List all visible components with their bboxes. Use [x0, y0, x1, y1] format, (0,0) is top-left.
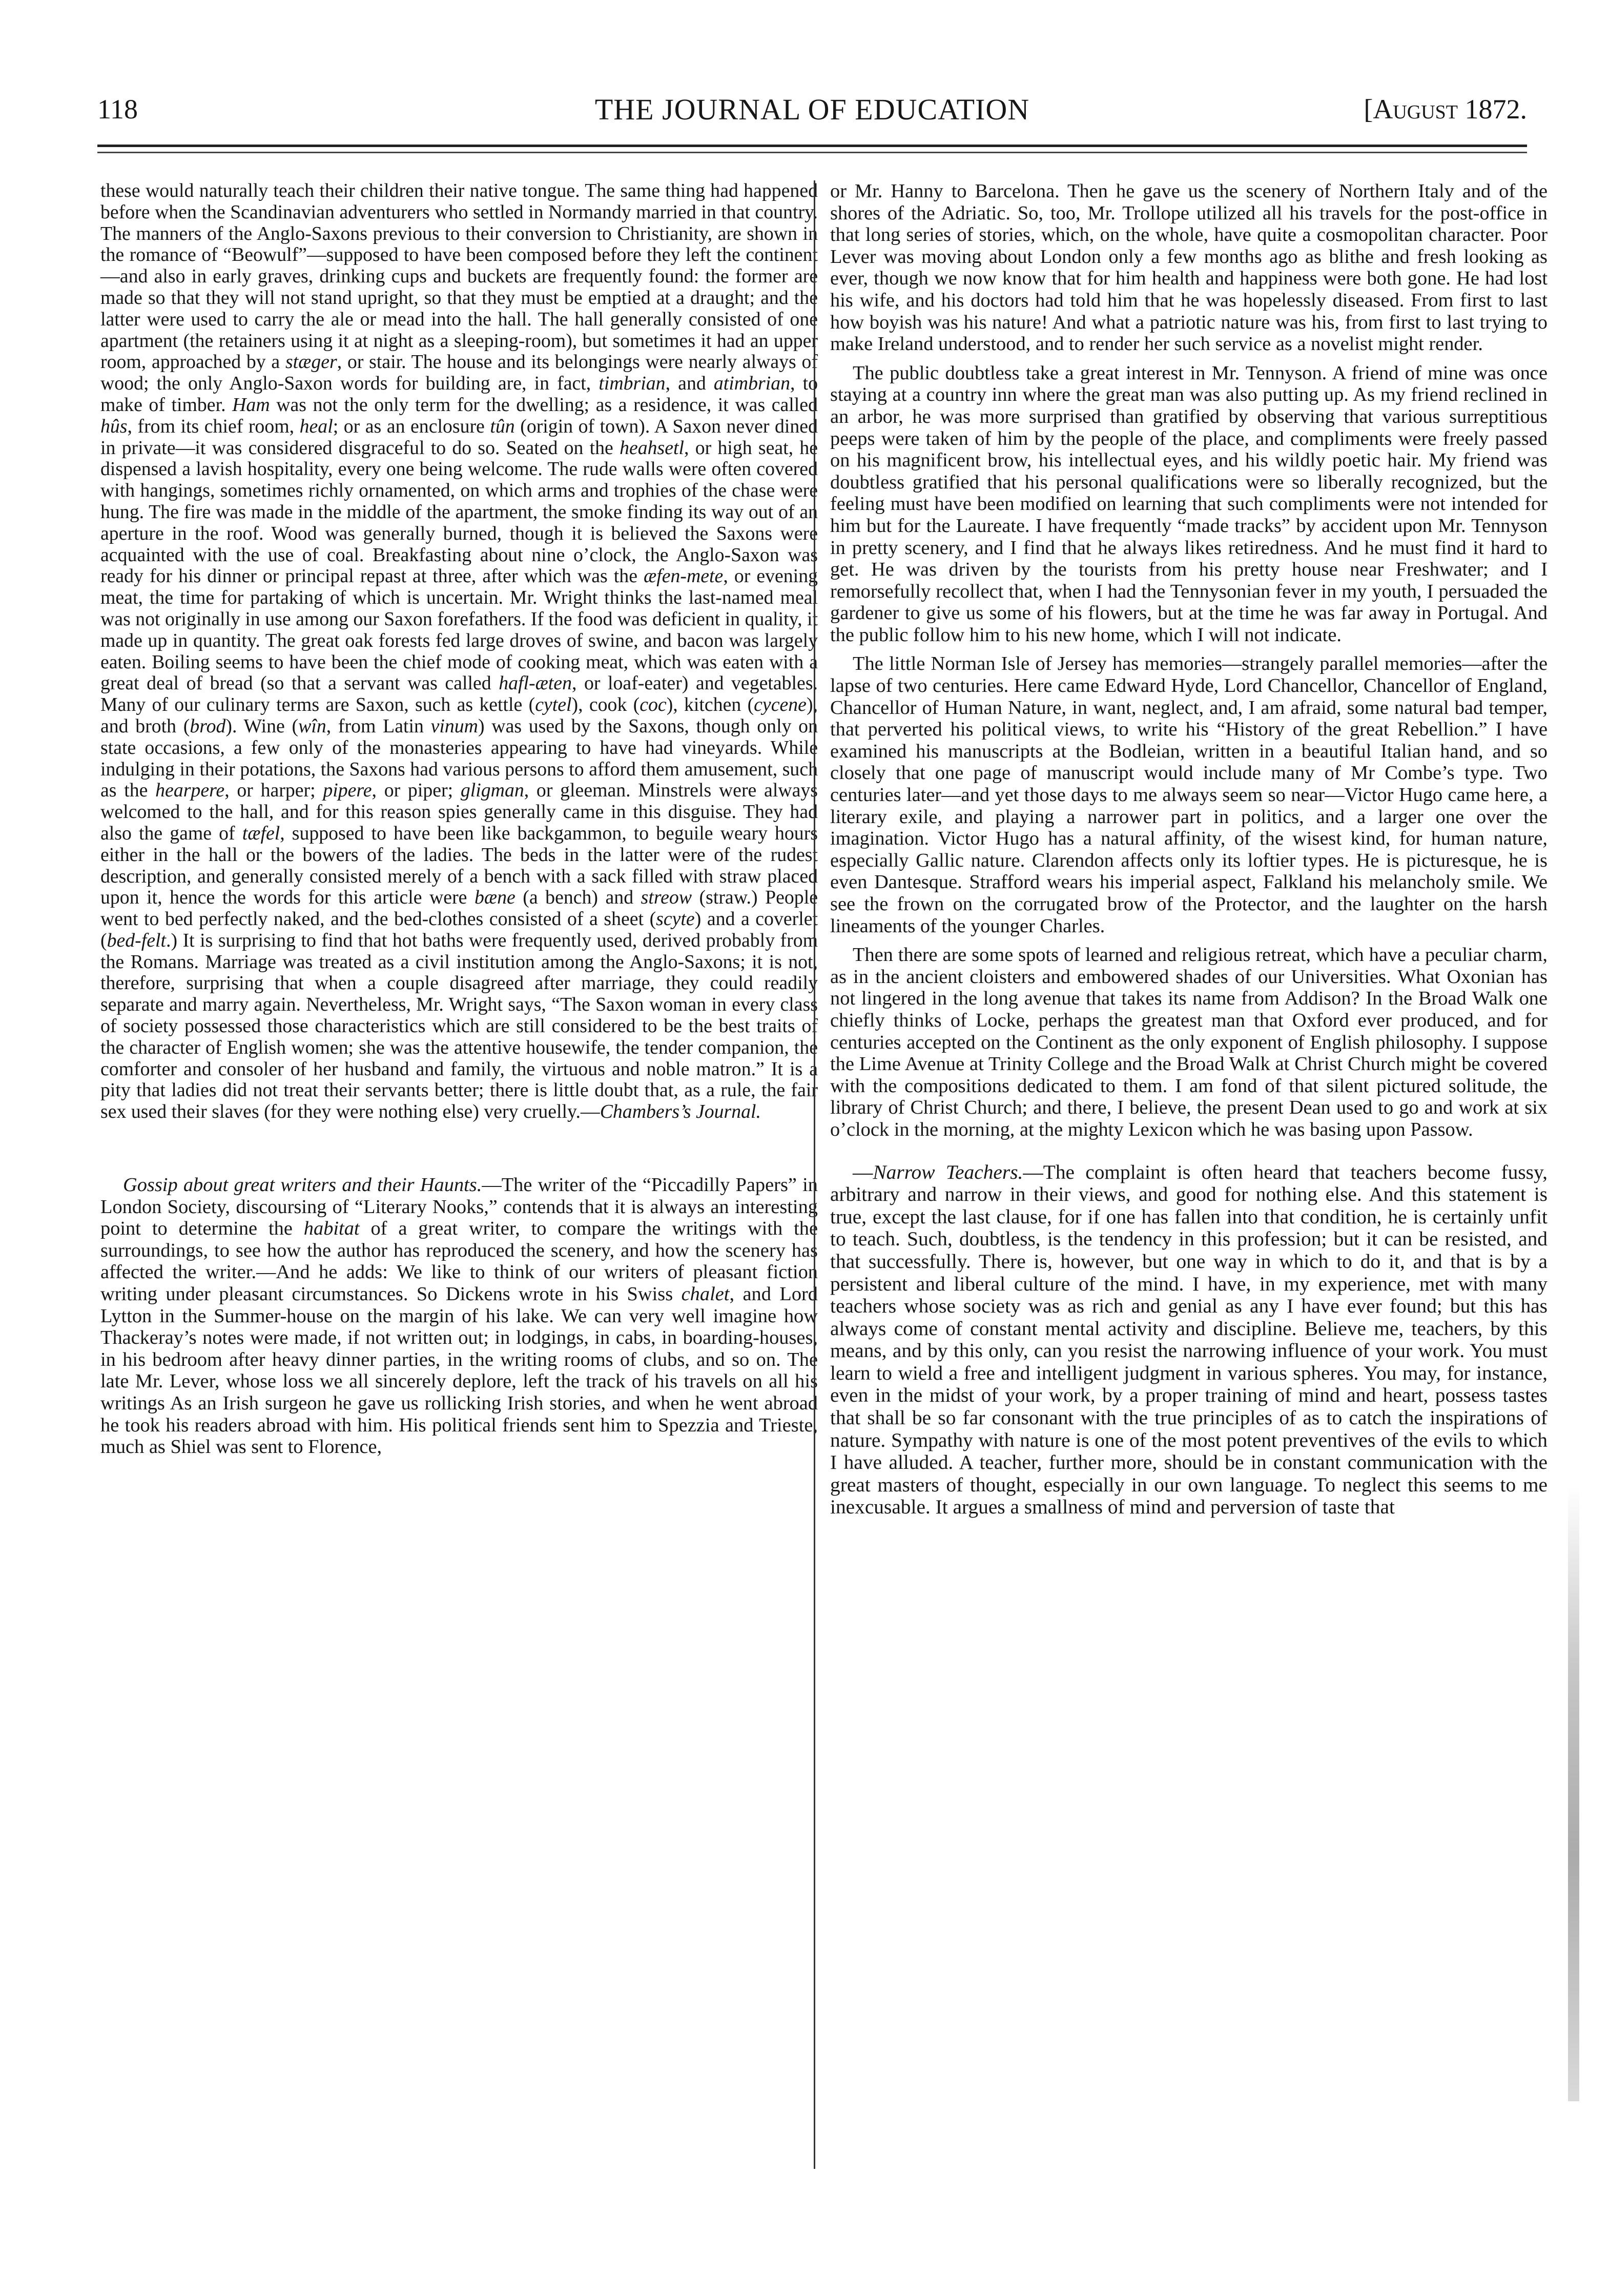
anglo-saxon-article: these would naturally teach their children their native tongue. The same thing had happened before when the Scandinavian adventurers who settled in Normandy married in that country. The manners of the Anglo-Saxons previous to their conversion to Christianity, are shown in the romance of “Beowulf”—supposed to have been composed before they left the continent—and also in early graves, drinking cups and buckets are frequently found: the former are made so that they will not stand upright, so that they must be emptied at a draught; and the latter were used to carry the ale or mead into the hall. The hall generally consisted of one apartment (the retainers using it at night as a sleeping-room), but sometimes it had an upper room, approached by a stæger, or stair. The house and its belongings were nearly always of wood; the only Anglo-Saxon words for building are, in fact, timbrian, and atimbrian, to make of timber. Ham was not the only term for the dwelling; as a residence, it was called hûs, from its chief room, heal; or as an enclosure tûn (origin of town). A Saxon never dined in private—it was considered disgraceful to do so. Seated on the heahsetl, or high seat, he dispensed a lavish hospitality, every one being welcome. The rude walls were often covered with hangings, sometimes richly ornamented, on which arms and trophies of the chase were hung. The fire was made in the middle of the apartment, the smoke finding its way out of an aperture in the roof. Wood was generally burned, though it is believed the Saxons were acquainted with the use of coal. Breakfasting about nine o’clock, the Anglo-Saxon was ready for his dinner or principal repast at three, after which was the æfen-mete, or evening meat, the time for partaking of which is uncertain. Mr. Wright thinks the last-named meal was not originally in use among our Saxon forefathers. If the food was deficient in quality, it made up in quantity. The great oak forests fed large droves of swine, and bacon was largely eaten. Boiling seems to have been the chief mode of cooking meat, which was eaten with a great deal of bread (so that a servant was called hafl-æten, or loaf-eater) and vegetables. Many of our culinary terms are Saxon, such as kettle (cytel), cook (coc), kitchen (cycene), and broth (brod). Wine (wîn, from Latin vinum) was used by the Saxons, though only on state occasions, a few only of the monasteries appearing to have had vineyards. While indulging in their potations, the Saxons had various persons to afford them amusement, such as the hearpere, or harper; pipere, or piper; gligman, or gleeman. Minstrels were always welcomed to the hall, and for this reason spies generally came in this disguise. They had also the game of tæfel, supposed to have been like backgammon, to beguile weary hours either in the hall or the bowers of the ladies. The beds in the latter were of the rudest description, and generally consisted merely of a bench with a sack filled with straw placed upon it, hence the words for this article were bæne (a bench) and streow (straw.) People went to bed perfectly naked, and the bed-clothes consisted of a sheet (scyte) and a coverlet (bed-felt.) It is surprising to find that hot baths were frequently used, derived probably from the Romans. Marriage was treated as a civil institution among the Anglo-Saxons; it is not, therefore, surprising that when a couple disagreed after marriage, they could readily separate and marry again. Nevertheless, Mr. Wright says, “The Saxon woman in every class of society possessed those characteristics which are still considered to be the best traits of the character of English women; she was the attentive housewife, the tender companion, the comforter and consoler of her husband and family, the virtuous and noble matron.” It is a pity that ladies did not treat their servants better; there is little doubt that, as a rule, the fair sex used their slaves (for they were nothing else) very cruelly.—Chambers’s Journal.: [100, 180, 818, 1123]
page-number: 118: [97, 94, 138, 125]
page-edge-shadow: [1568, 1486, 1579, 2101]
narrow-teachers-article: —Narrow Teachers.—The complaint is often heard that teachers become fussy, arbitrary and narrow in their views, and good for nothing else. And this statement is true, except the last clause, for if one has fallen into that condition, he is certainly unfit to teach. Such, doubtless, is the tendency in this profession; but it can be resisted, and that successfully. There is, however, but one way in which to do it, and that is by a persistent and liberal culture of the mind. I have, in my experience, met with many teachers whose society was as rich and genial as any I have ever found; but this has always come of constant mental activity and discipline. Believe me, teachers, by this means, and by this only, can you resist the narrowing influence of your work. You must learn to wield a free and intelligent judgment in various spheres. You may, for instance, even in the midst of your work, by a proper training of mind and heart, possess tastes that shall be so far consonant with the true principles of as to catch the inspirations of nature. Sympathy with nature is one of the most potent preventives of the evils to which I have alluded. A teacher, further more, should be in constant communication with the great masters of thought, especially in our own language. To neglect this seems to me inexcusable. It argues a smallness of mind and perversion of taste that: [830, 1160, 1548, 1519]
issue-date: [August 1872.: [1364, 94, 1527, 125]
universities-paragraph: Then there are some spots of learned and religious retreat, which have a peculiar charm, as in the ancient cloisters and embowered shades of our Universities. What Oxonian has not lingered in the long avenue that takes its name from Addison? In the Broad Walk one chiefly thinks of Locke, perhaps the greatest man that Oxford ever produced, and for centuries accepted on the Continent as the only exponent of English philosophy. I suppose the Lime Avenue at Trinity College and the Broad Walk at Christ Church might be covered with the compositions dedicated to them. I am fond of that silent pictured solitude, the library of Christ Church; and there, I believe, the present Dean used to go and work at six o’clock in the morning, at the mighty Lexicon which he was basing upon Passow.: [830, 944, 1548, 1140]
jersey-paragraph: The little Norman Isle of Jersey has memories—strangely parallel memories—after the lapse of two centuries. Here came Edward Hyde, Lord Chancellor, Chancellor of England, Chancellor of Human Nature, in want, neglect, and, I am afraid, some natural bad temper, that perverted his political views, to write his “History of the great Rebellion.” I have examined his manuscripts at the Bodleian, written in a beautiful Italian hand, and so closely that one page of manuscript would include many of Mr Combe’s type. Two centuries later—and yet those days to me always seem so near—Victor Hugo came here, a literary exile, and playing a narrower part in politics, and a larger one over the imagination. Victor Hugo has a natural affinity, of the wisest kind, for human nature, especially Gallic nature. Clarendon affects only its loftier types. He is picturesque, he is even Dantesque. Strafford wears his imperial aspect, Falkland his melancholy smile. We see the frown on the corrugated brow of the Protector, and the laughter on the harsh lineaments of the younger Charles.: [830, 653, 1548, 937]
column-divider: [814, 180, 815, 2169]
header-rule-top: [97, 145, 1527, 147]
gossip-article: Gossip about great writers and their Haunts.—The writer of the “Piccadilly Papers” in London Society, discoursing of “Literary Nooks,” contends that it is always an interesting point to determine the habitat of a great writer, to compare the writings with the surroundings, to see how the author has reproduced the scenery, and how the scenery has affected the writer.—And he adds: We like to think of our writers of pleasant fiction writing under pleasant circumstances. So Dickens wrote in his Swiss chalet, and Lord Lytton in the Summer-house on the margin of his lake. We can very well imagine how Thackeray’s notes were made, if not written out; in lodgings, in cabs, in boarding-houses, in his bedroom after heavy dinner parties, in the writing rooms of clubs, and so on. The late Mr. Lever, whose loss we all sincerely deplore, left the track of his travels on all his writings As an Irish surgeon he gave us rollicking Irish stories, and when he went abroad he took his readers abroad with him. His political friends sent him to Spezzia and Trieste, much as Shiel was sent to Florence,: [100, 1174, 818, 1458]
tennyson-paragraph: The public doubtless take a great interest in Mr. Tennyson. A friend of mine was once staying at a country inn where the great man was also putting up. As my friend reclined in an arbor, he was more surprised than gratified by observing that various surreptitious peeps were taken of him by the people of the place, and compliments were freely passed on his magnificent brow, his intellectual eyes, and his wildly poetic hair. My friend was doubtless gratified that his personal qualifications were so liberally recognized, but the feeling must have been modified on learning that such compliments were not intended for him but for the Laureate. I have frequently “made tracks” by accident upon Mr. Tennyson in pretty scenery, and I find that he always likes retiredness. And he must find it hard to get. He was driven by the tourists from his pretty house near Freshwater; and I remorsefully recollect that, when I had the Tennysonian fever in my youth, I persuaded the gardener to give us some of his flowers, but at the time he was far away in Portugal. And the public follow him to his new home, which I will not indicate.: [830, 362, 1548, 646]
article-heading: Gossip about great writers and their Haunts.: [123, 1174, 482, 1196]
source-credit: Chambers’s Journal.: [600, 1101, 761, 1123]
header-rule-bottom: [97, 152, 1527, 153]
lever-paragraph: or Mr. Hanny to Barcelona. Then he gave us the scenery of Northern Italy and of the shores of the Adriatic. So, too, Mr. Trollope utilized all his travels for the post-office in that long series of stories, which, on the whole, have quite a cosmopolitan character. Poor Lever was moving about London only a few months ago as blithe and fresh looking as ever, though we now know that for him health and happiness were both gone. He had lost his wife, and his doctors had told him that he was hopelessly diseased. From first to last how boyish was his nature! And what a patriotic nature was his, from first to last trying to make Ireland understood, and to render her such service as a novelist might render.: [830, 180, 1548, 355]
article-heading: Narrow Teachers.: [873, 1160, 1023, 1183]
page-header: [97, 87, 1527, 133]
left-column: [100, 180, 818, 1458]
journal-title: THE JOURNAL OF EDUCATION: [594, 93, 1030, 126]
right-column: [830, 180, 1548, 1519]
